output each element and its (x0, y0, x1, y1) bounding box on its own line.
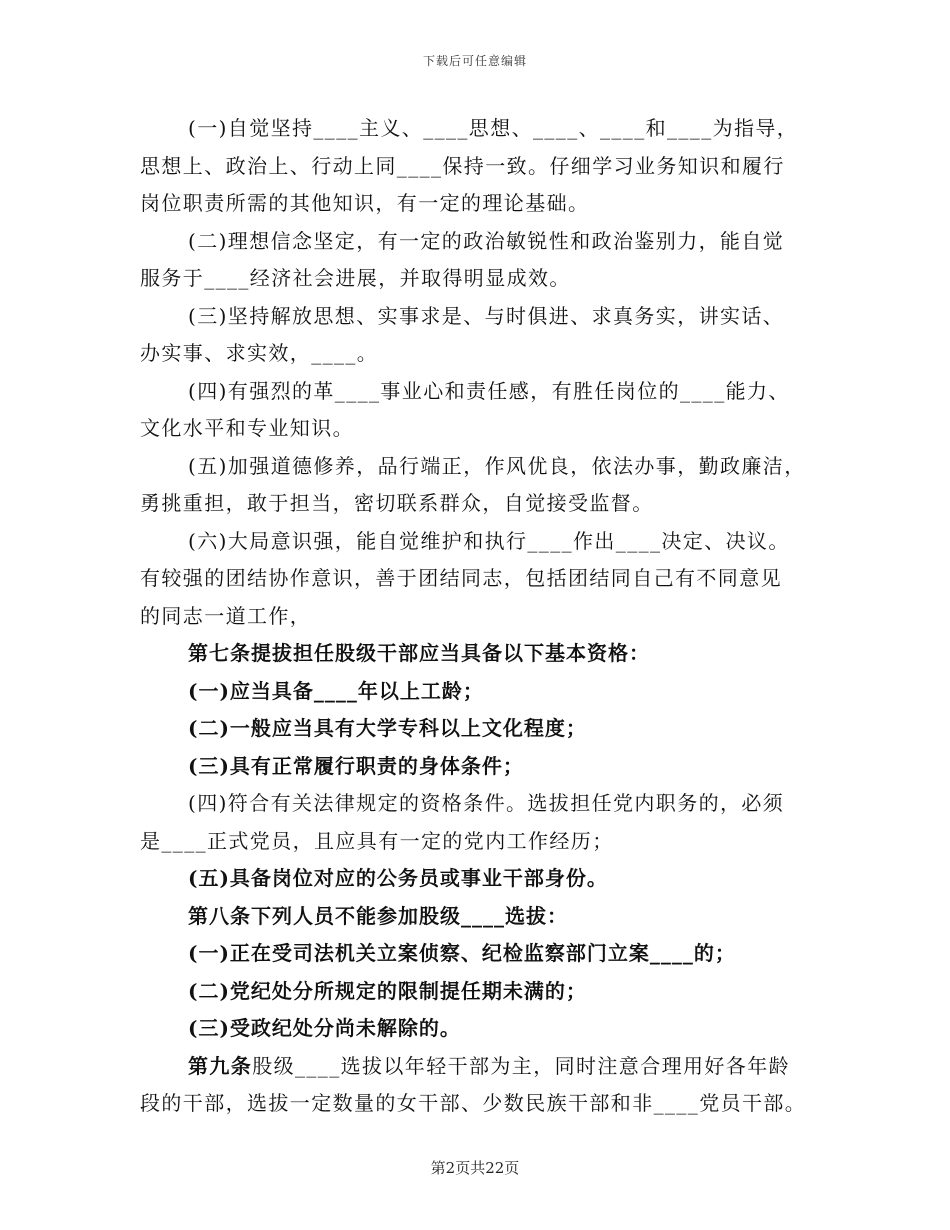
text-line (140, 448, 812, 486)
line-text: (二)一般应当具有大学专科以上文化程度； (188, 716, 587, 740)
text-line (140, 185, 812, 223)
text-line (140, 860, 812, 898)
text-line (140, 898, 812, 936)
text-line (140, 635, 812, 673)
line-text: (一)应当具备____年以上工龄； (188, 678, 484, 703)
line-text: 第八条下列人员不能参加股级____选拔： (188, 903, 568, 928)
text-line (140, 710, 812, 748)
line-text: (三)受政纪处分尚未解除的。 (188, 1016, 461, 1040)
text-line (140, 973, 812, 1011)
text-line (140, 410, 812, 448)
line-text: 的同志一道工作， (140, 603, 312, 628)
text-line (140, 485, 812, 523)
text-line (140, 748, 812, 786)
text-line (140, 223, 812, 261)
document-body (140, 110, 812, 1123)
text-line (140, 1010, 812, 1048)
line-text: 办实事、求实效，____。 (140, 341, 379, 365)
line-text: (四)符合有关法律规定的资格条件。选拔担任党内职务的，必须 (188, 791, 785, 815)
line-text: 思想上、政治上、行动上同____保持一致。仔细学习业务知识和履行 (140, 153, 785, 178)
page-footer: 第2页共22页 (430, 1159, 520, 1177)
text-line (140, 785, 812, 823)
line-text: 岗位职责所需的其他知识，有一定的理论基础。 (140, 191, 590, 215)
line-text: 第七条提拔担任股级干部应当具备以下基本资格： (188, 641, 650, 665)
page-header: 下载后可任意编辑 (422, 54, 527, 68)
text-line (140, 598, 812, 636)
text-line (140, 335, 812, 373)
line-text: (一)自觉坚持____主义、____思想、____、____和____为指导， (188, 116, 799, 140)
line-text: (二)理想信念坚定，有一定的政治敏锐性和政治鉴别力，能自觉 (188, 228, 785, 253)
line-text: (五)具备岗位对应的公务员或事业干部身份。 (188, 866, 608, 890)
line-text: 是____正式党员，且应具有一定的党内工作经历； (140, 828, 614, 853)
line-text: (四)有强烈的革____事业心和责任感，有胜任岗位的____能力、 (188, 378, 790, 403)
text-line (140, 1085, 812, 1123)
text-line (140, 1048, 812, 1086)
line-text: 服务于____经济社会进展，并取得明显成效。 (140, 266, 571, 290)
line-text: (五)加强道德修养，品行端正，作风优良，依法办事，勤政廉洁， (188, 453, 806, 478)
text-line (140, 373, 812, 411)
text-line (140, 560, 812, 598)
article-label: 第九条 (188, 1053, 253, 1078)
line-text: (六)大局意识强，能自觉维护和执行____作出____决定、决议。 (188, 528, 790, 553)
text-line (140, 298, 812, 336)
line-text: (三)具有正常履行职责的身体条件； (188, 753, 524, 778)
line-text: 股级____选拔以年轻干部为主，同时注意合理用好各年龄 (252, 1053, 791, 1078)
text-line (140, 110, 812, 148)
line-text: (二)党纪处分所规定的限制提任期未满的； (188, 978, 587, 1003)
text-line (140, 523, 812, 561)
text-line (140, 935, 812, 973)
text-line (140, 823, 812, 861)
line-text: 有较强的团结协作意识，善于团结同志，包括团结同自己有不同意见 (140, 566, 782, 590)
text-line (140, 148, 812, 186)
text-line (140, 260, 812, 298)
line-text: 文化水平和专业知识。 (140, 416, 354, 440)
line-text: 段的干部，选拔一定数量的女干部、少数民族干部和非____党员干部。 (140, 1091, 807, 1115)
line-text: (一)正在受司法机关立案侦察、纪检监察部门立案____的； (188, 941, 736, 965)
line-text: 勇挑重担，敢于担当，密切联系群众，自觉接受监督。 (140, 491, 654, 515)
text-line (140, 673, 812, 711)
line-text: (三)坚持解放思想、实事求是、与时俱进、求真务实，讲实话、 (188, 303, 785, 328)
